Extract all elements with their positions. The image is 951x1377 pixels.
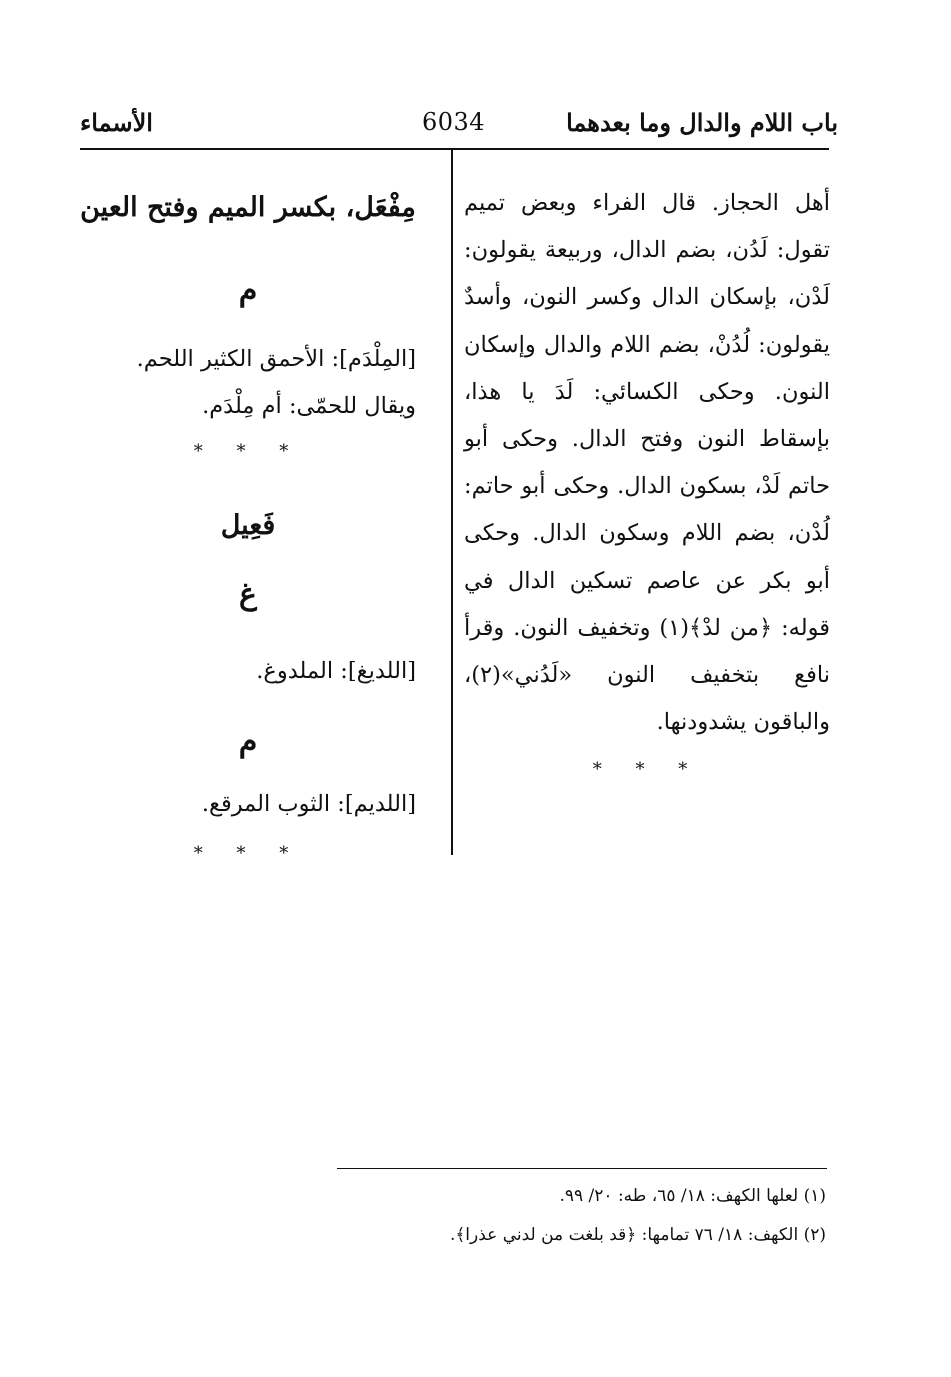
section-divider-stars: * * *: [193, 441, 303, 462]
section-divider-stars: * * *: [592, 759, 702, 781]
right-column: [464, 180, 830, 792]
footnote: (٢) الكهف: ١٨/ ٧٦ تمامها: ﴿قد بلغت من لدني عذرا﴾.: [449, 1225, 826, 1245]
entry-text: [اللديم]: الثوب المرقع.: [201, 791, 416, 817]
entry-text: [اللديغ]: الملدوغ.: [256, 658, 416, 684]
pattern-heading: مِفْعَل، بكسر الميم وفتح العين: [80, 192, 416, 223]
header-rule: [80, 148, 829, 150]
chapter-title: باب اللام والدال وما بعدهما: [566, 108, 838, 137]
section-title: الأسماء: [80, 108, 153, 137]
right-column-paragraph: أهل الحجاز. قال الفراء وبعض تميم تقول: لَدُن، بضم الدال، وربيعة يقولون: لَدْن، بإسكان الدال وكسر النون، وأسدٌ يقولون: لُدُنْ، بضم اللام والدال وإسكان النون. وحكى الكسائي: لَدَ يا هذا، بإسقاط النون وفتح الدال. وحكى أبو حاتم لَدْ، بسكون الدال. وحكى أبو حاتم: لُدْن، بضم اللام وسكون الدال. وحكى أبو بكر عن عاصم تسكين الدال في قوله: ﴿من لدْ﴾(١) وتخفيف النون. وقرأ نافع بتخفيف النون «لَدُني»(٢)، والباقون يشدودنها.: [464, 190, 830, 736]
entry-text: ويقال للحمّى: أم مِلْدَم.: [202, 393, 416, 419]
letter-heading: م: [238, 724, 258, 759]
section-divider-stars: * * *: [193, 843, 303, 864]
footnote-rule: [337, 1168, 827, 1169]
left-column: [80, 180, 416, 876]
column-divider: [451, 148, 453, 855]
page-number: 6034: [422, 108, 486, 136]
letter-heading: م: [238, 273, 258, 308]
entry-text: [المِلْدَم]: الأحمق الكثير اللحم.: [136, 346, 416, 372]
footnote: (١) لعلها الكهف: ١٨/ ٦٥، طه: ٢٠/ ٩٩.: [559, 1186, 826, 1206]
pattern-heading: فَعِيل: [220, 510, 276, 541]
letter-heading: غ: [239, 577, 257, 612]
